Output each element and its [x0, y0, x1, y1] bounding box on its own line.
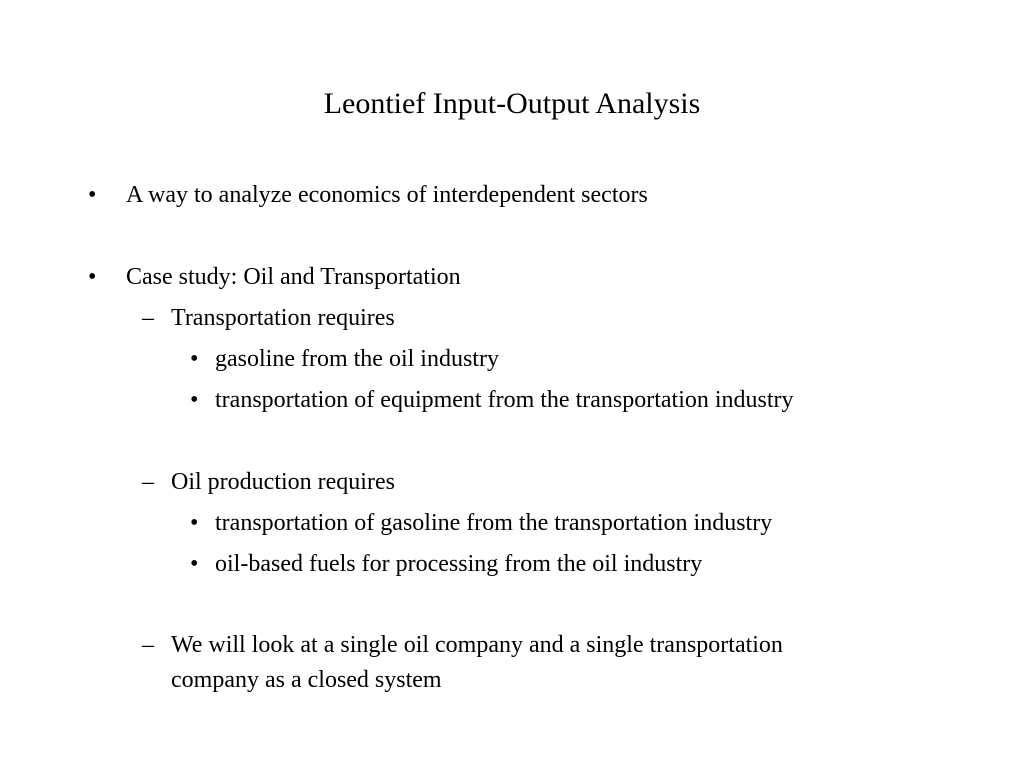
dash-marker: – — [142, 305, 154, 331]
subitem-oil-production-requires: Oil production requires — [171, 469, 395, 495]
subsubitem-transportation-of-gasoline: transportation of gasoline from the transportation industry — [215, 510, 773, 536]
dash-marker: – — [142, 469, 154, 495]
subsubitem-transportation-of-equipment: transportation of equipment from the transportation industry — [215, 387, 794, 413]
subitem-closed-system-line-1: We will look at a single oil company and a single transportation — [171, 632, 783, 658]
subitem-closed-system-line-2: company as a closed system — [171, 667, 442, 693]
bullet-text-case-study: Case study: Oil and Transportation — [126, 264, 461, 290]
subitem-transportation-requires: Transportation requires — [171, 305, 395, 331]
bullet-marker: • — [88, 264, 97, 290]
bullet-marker: • — [190, 387, 199, 413]
dash-marker: – — [142, 632, 154, 658]
subsubitem-gasoline: gasoline from the oil industry — [215, 346, 499, 372]
bullet-marker: • — [190, 346, 199, 372]
subsubitem-oil-based-fuels: oil-based fuels for processing from the oil industry — [215, 551, 703, 577]
bullet-marker: • — [190, 551, 199, 577]
slide-title: Leontief Input-Output Analysis — [323, 87, 701, 120]
bullet-text-interdependent-sectors: A way to analyze economics of interdependent sectors — [126, 182, 648, 208]
bullet-marker: • — [190, 510, 199, 536]
bullet-marker: • — [88, 182, 97, 208]
